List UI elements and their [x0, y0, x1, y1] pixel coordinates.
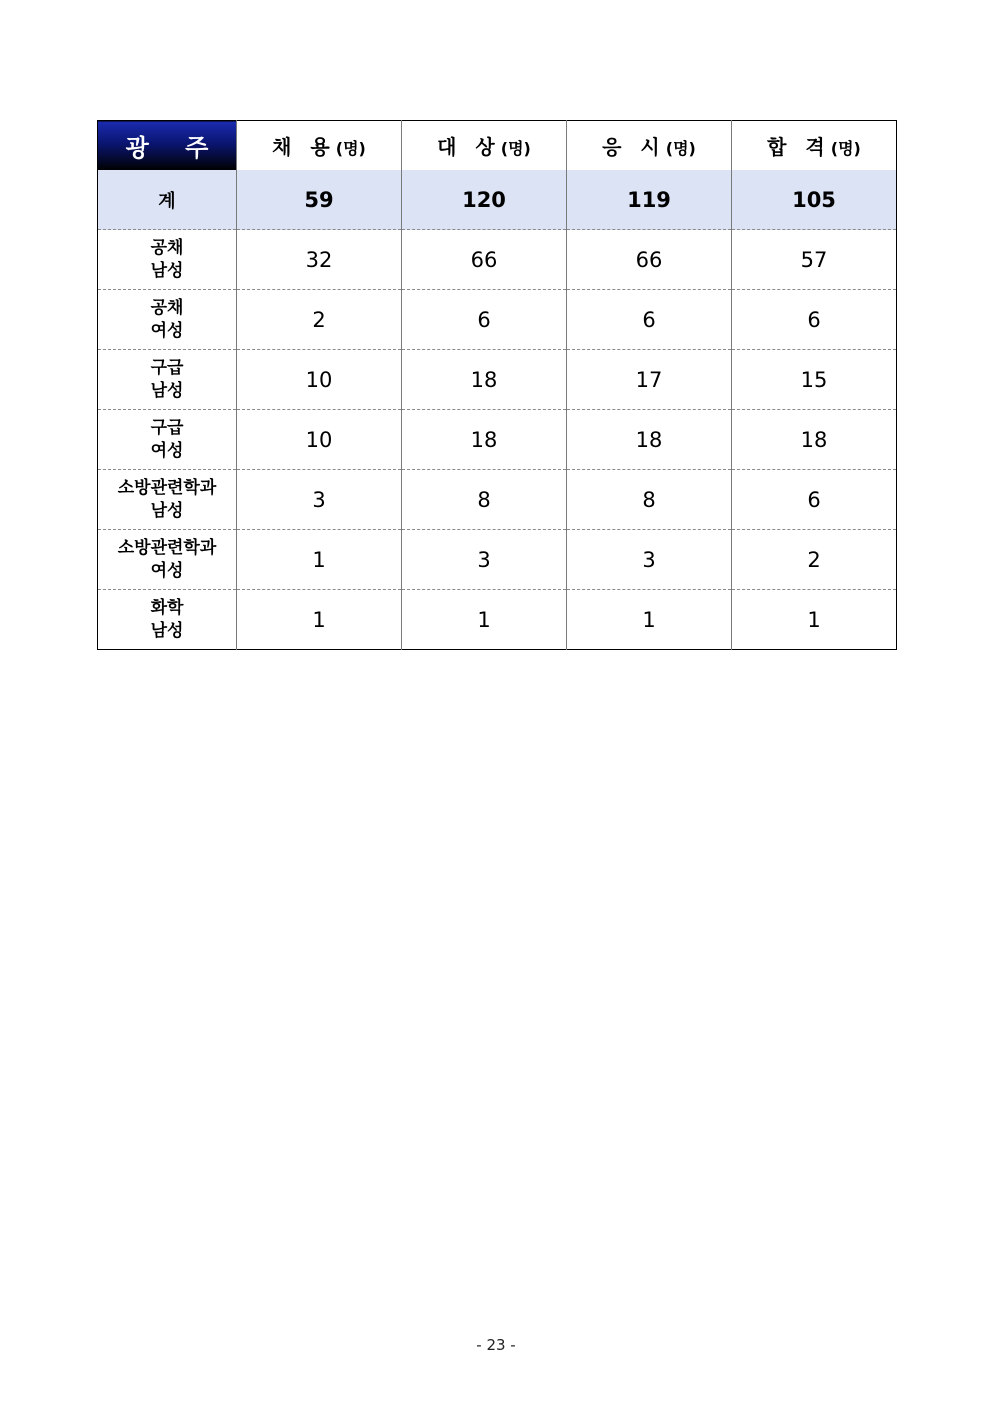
- column-header-passed: 합 격(명): [767, 135, 861, 159]
- row-label: 소방관련학과 남성: [98, 470, 237, 530]
- table-cell: 1: [237, 590, 402, 650]
- column-header-eligible: 대 상(명): [402, 121, 567, 171]
- total-cell: 105: [732, 170, 897, 230]
- row-label: 구급 남성: [98, 350, 237, 410]
- table-cell: 6: [402, 290, 567, 350]
- row-label: 공채 남성: [98, 230, 237, 290]
- table-cell: 1: [237, 530, 402, 590]
- header-row: [98, 121, 897, 171]
- total-cell: 59: [237, 170, 402, 230]
- table-cell: 1: [567, 590, 732, 650]
- table-cell: 8: [567, 470, 732, 530]
- column-header-applied: 응 시(명): [567, 121, 732, 171]
- table-cell: 18: [402, 350, 567, 410]
- table-cell: 10: [237, 350, 402, 410]
- row-label: 공채 여성: [98, 290, 237, 350]
- table-row: [98, 410, 897, 470]
- table-cell: 15: [732, 350, 897, 410]
- table-row: [98, 530, 897, 590]
- table-cell: 57: [732, 230, 897, 290]
- table-cell: 17: [567, 350, 732, 410]
- table-cell: 66: [567, 230, 732, 290]
- table-cell: 6: [732, 470, 897, 530]
- table-cell: 66: [402, 230, 567, 290]
- recruitment-stats-table: [97, 120, 897, 650]
- table-row: [98, 590, 897, 650]
- table-cell: 1: [807, 607, 821, 632]
- region-header: 광 주: [98, 121, 237, 171]
- table-cell: 6: [732, 290, 897, 350]
- table-row: [98, 290, 897, 350]
- table-cell: 2: [237, 290, 402, 350]
- table-cell: 18: [402, 410, 567, 470]
- table-cell: 1: [402, 590, 567, 650]
- table-cell: 3: [402, 530, 567, 590]
- row-label: 소방관련학과 여성: [98, 530, 237, 590]
- total-cell: 119: [567, 170, 732, 230]
- table-cell: 8: [402, 470, 567, 530]
- row-label: 화학 남성: [98, 590, 237, 650]
- table-cell: 3: [567, 530, 732, 590]
- table-cell: 6: [567, 290, 732, 350]
- total-row: [98, 170, 897, 230]
- table-cell: 18: [732, 410, 897, 470]
- table-cell: 2: [732, 530, 897, 590]
- table-cell: 3: [237, 470, 402, 530]
- page-number: - 23 -: [476, 1336, 516, 1354]
- row-label: 구급 여성: [98, 410, 237, 470]
- table-cell: 32: [237, 230, 402, 290]
- table-row: [98, 350, 897, 410]
- table-cell: 18: [567, 410, 732, 470]
- table-row: [98, 230, 897, 290]
- table-cell: 10: [237, 410, 402, 470]
- table-row: [98, 470, 897, 530]
- column-header-hired: 채 용(명): [237, 121, 402, 171]
- total-label: 계: [98, 170, 237, 230]
- total-cell: 120: [402, 170, 567, 230]
